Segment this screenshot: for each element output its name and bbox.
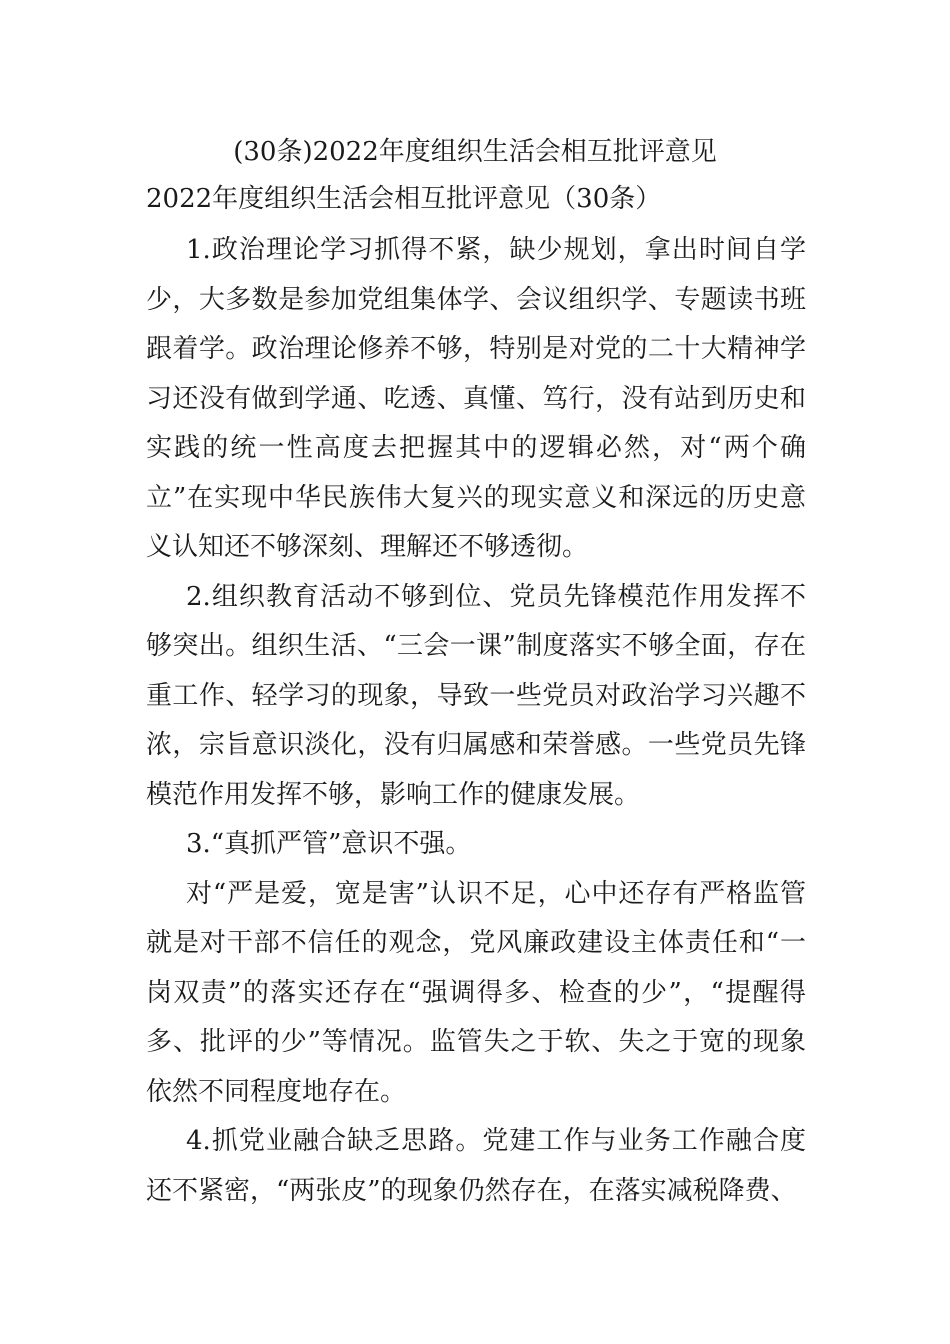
paragraph-2: 2.组织教育活动不够到位、党员先锋模范作用发挥不够突出。组织生活、“三会一课”制度落实不够全面，存在重工作、轻学习的现象，导致一些党员对政治学习兴趣不浓，宗旨意识淡化，没有归属感和荣誉感。一些党员先锋模范作用发挥不够，影响工作的健康发展。: [146, 581, 806, 810]
paragraph-3: 3.“真抓严管”意识不强。: [186, 829, 472, 859]
paragraph-1: 1.政治理论学习抓得不紧，缺少规划，拿出时间自学少，大多数是参加党组集体学、会议组织学、专题读书班跟着学。政治理论修养不够，特别是对党的二十大精神学习还没有做到学通、吃透、真懂、笃行，没有站到历史和实践的统一性高度去把握其中的逻辑必然，对“两个确立”在实现中华民族伟大复兴的现实意义和深远的历史意义认知还不够深刻、理解还不够透彻。: [146, 235, 806, 562]
document-title: (30条)2022年度组织生活会相互批评意见: [233, 137, 717, 167]
document-subtitle: 2022年度组织生活会相互批评意见（30条）: [146, 184, 662, 214]
paragraph-5: 4.抓党业融合缺乏思路。党建工作与业务工作融合度还不紧密，“两张皮”的现象仍然存在，在落实减税降费、: [146, 1126, 806, 1206]
document-body: [146, 226, 806, 1216]
paragraph-4: 对“严是爱，宽是害”认识不足，心中还存有严格监管就是对干部不信任的观念，党风廉政建设主体责任和“一岗双责”的落实还存在“强调得多、检查的少”，“提醒得多、批评的少”等情况。监管失之于软、失之于宽的现象依然不同程度地存在。: [146, 878, 806, 1107]
